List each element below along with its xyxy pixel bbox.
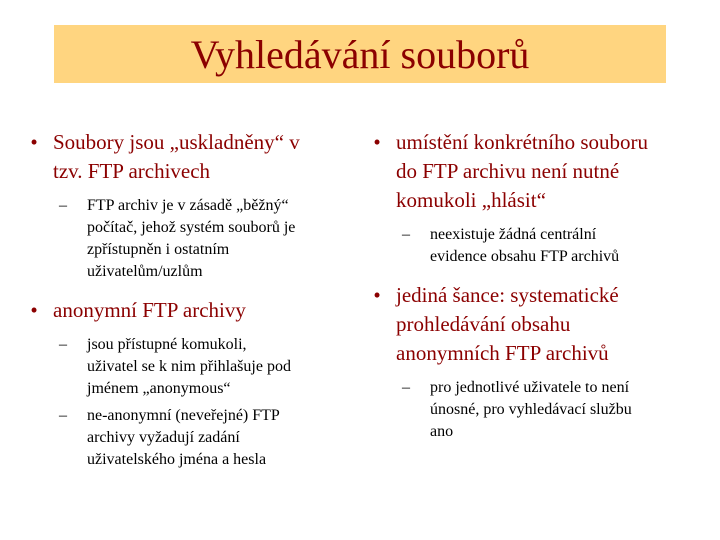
dash-mark: – — [402, 226, 410, 243]
bullet-anonymous-ftp — [27, 296, 357, 325]
sub-line: ne-anonymní (neveřejné) FTP — [87, 407, 280, 424]
slide-title: Vyhledávání souborů — [190, 32, 530, 77]
sub-line: FTP archiv je v zásadě „běžný“ — [87, 197, 289, 214]
left-column — [27, 128, 357, 471]
dash-mark: – — [59, 197, 67, 214]
bullet-line: anonymních FTP archivů — [396, 341, 609, 365]
sub-bullet-public-access — [27, 334, 357, 400]
dash-mark: – — [59, 336, 67, 353]
bullet-files-stored — [27, 128, 357, 186]
sub-line: evidence obsahu FTP archivů — [430, 248, 620, 265]
sub-line: archivy vyžadují zadání — [87, 429, 240, 446]
sub-line: počítač, jehož systém souborů je — [87, 219, 296, 236]
sub-bullet-no-central-registry — [370, 224, 700, 268]
bullet-mark: • — [30, 130, 38, 154]
bullet-line: tzv. FTP archivech — [53, 159, 211, 183]
bullet-line: prohledávání obsahu — [396, 312, 571, 336]
bullet-line: anonymní FTP archivy — [53, 298, 246, 322]
dash-mark: – — [59, 407, 67, 424]
title-banner — [54, 25, 666, 83]
sub-line: jsou přístupné komukoli, — [87, 336, 247, 353]
bullet-mark: • — [373, 130, 381, 154]
bullet-mark: • — [30, 298, 38, 322]
sub-line: zpřístupněn i ostatním — [87, 241, 230, 258]
bullet-line: umístění konkrétního souboru — [396, 130, 648, 154]
sub-bullet-ftp-archive-definition — [27, 195, 357, 283]
dash-mark: – — [402, 379, 410, 396]
sub-line: uživatelům/uzlům — [87, 263, 203, 280]
right-column — [370, 128, 700, 443]
bullet-line: komukoli „hlásit“ — [396, 188, 546, 212]
sub-bullet-non-anonymous — [27, 405, 357, 471]
sub-line: jménem „anonymous“ — [87, 380, 231, 397]
bullet-file-placement — [370, 128, 700, 215]
bullet-line: do FTP archivu není nutné — [396, 159, 620, 183]
bullet-mark: • — [373, 283, 381, 307]
sub-line: únosné, pro vyhledávací službu — [430, 401, 632, 418]
sub-bullet-search-service — [370, 377, 700, 443]
bullet-line: jediná šance: systematické — [396, 283, 619, 307]
bullet-line: Soubory jsou „uskladněny“ v — [53, 130, 300, 154]
sub-line: neexistuje žádná centrální — [430, 226, 597, 243]
bullet-systematic-search — [370, 281, 700, 368]
sub-line: uživatel se k nim přihlašuje pod — [87, 358, 291, 375]
sub-line: pro jednotlivé uživatele to není — [430, 379, 630, 396]
sub-line: ano — [430, 423, 454, 440]
sub-line: uživatelského jména a hesla — [87, 451, 267, 468]
